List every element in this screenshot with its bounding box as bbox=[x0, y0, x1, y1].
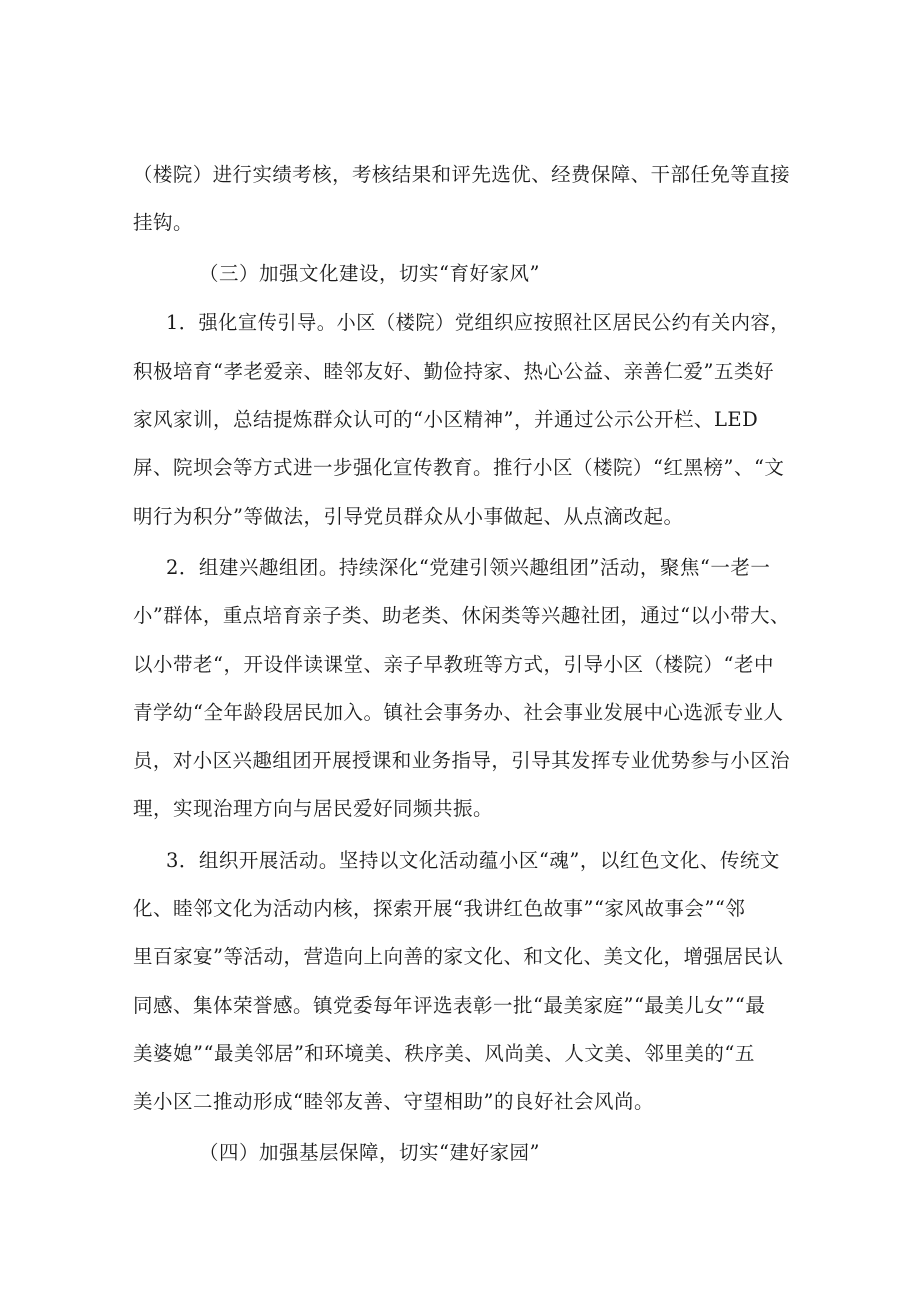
text-line: 员，对小区兴趣组团开展授课和业务指导，引导其发挥专业优势参与小区治 bbox=[133, 749, 791, 772]
text-line: 明行为积分”等做法，引导党员群众从小事做起、从点滴改起。 bbox=[133, 505, 684, 528]
text-line: 以小带老“，开设伴读课堂、亲子早教班等方式，引导小区（楼院）“老中 bbox=[133, 653, 774, 676]
section-heading-3: （三）加强文化建设，切实“育好家风” bbox=[199, 262, 540, 285]
text-line: 美小区二推动形成“睦邻友善、守望相助”的良好社会风尚。 bbox=[133, 1090, 654, 1113]
text-line: 里百家宴”等活动，营造向上向善的家文化、和文化、美文化，增强居民认 bbox=[133, 945, 784, 968]
text-line: （楼院）进行实绩考核，考核结果和评先选优、经费保障、干部任免等直接 bbox=[133, 163, 791, 186]
text-line: 挂钩。 bbox=[133, 211, 194, 234]
text-line: 1．强化宣传引导。小区（楼院）党组织应按照社区居民公约有关内容， bbox=[166, 311, 790, 334]
section-heading-4: （四）加强基层保障，切实“建好家园” bbox=[199, 1141, 540, 1164]
text-line: 化、睦邻文化为活动内核，探索开展“我讲红色故事”“家风故事会”“邻 bbox=[133, 897, 746, 920]
text-line: 小”群体，重点培育亲子类、助老类、休闲类等兴趣社团，通过“以小带大、 bbox=[133, 604, 790, 627]
text-line: 理，实现治理方向与居民爱好同频共振。 bbox=[133, 797, 494, 820]
text-line: 青学幼“全年龄段居民加入。镇社会事务办、社会事业发展中心选派专业人 bbox=[133, 701, 784, 724]
text-line: 美婆媳”“最美邻居”和环境美、秩序美、风尚美、人文美、邻里美的“五 bbox=[133, 1042, 755, 1065]
text-line: 家风家训，总结提炼群众认可的“小区精神”，并通过公示公开栏、LED bbox=[133, 408, 759, 431]
text-line: 同感、集体荣誉感。镇党委每年评选表彰一批“最美家庭”“最美儿女”“最 bbox=[133, 994, 766, 1017]
text-line: 积极培育“孝老爱亲、睦邻友好、勤俭持家、热心公益、亲善仁爱”五类好 bbox=[133, 360, 774, 383]
text-line: 2．组建兴趣组团。持续深化“党建引领兴趣组团”活动，聚焦“一老一 bbox=[166, 556, 771, 579]
text-line: 3．组织开展活动。坚持以文化活动蕴小区“魂”，以红色文化、传统文 bbox=[166, 849, 780, 872]
text-line: 屏、院坝会等方式进一步强化宣传教育。推行小区（楼院）“红黑榜”、“文 bbox=[133, 456, 785, 479]
